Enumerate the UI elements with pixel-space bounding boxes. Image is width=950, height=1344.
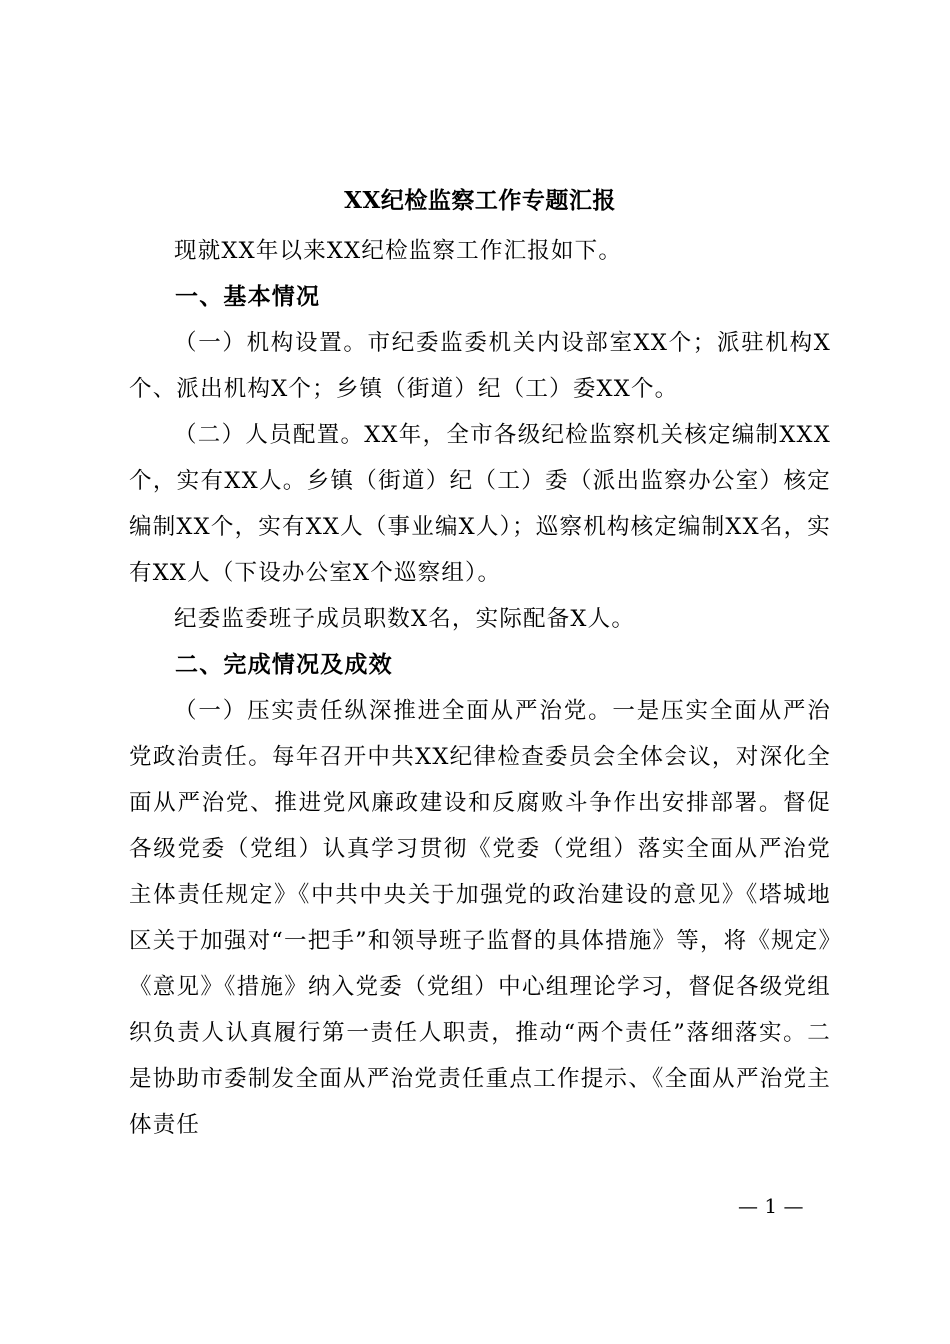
- document-title: XX纪检监察工作专题汇报: [344, 187, 616, 214]
- paragraph-institution-setup: （一）机构设置。市纪委监委机关内设部室XX个；派驻机构X个、派出机构X个；乡镇（街道）纪（工）委XX个。: [129, 330, 831, 402]
- paragraph-responsibility: （一）压实责任纵深推进全面从严治党。一是压实全面从严治党政治责任。每年召开中共XX纪律检查委员会全体会议，对深化全面从严治党、推进党风廉政建设和反腐败斗争作出安排部署。督促各级党委（党组）认真学习贯彻《党委（党组）落实全面从严治党主体责任规定》《中共中央关于加强党的政治建设的意见》《塔城地区关于加强对“一把手”和领导班子监督的具体措施》等，将《规定》《意见》《措施》纳入党委（党组）中心组理论学习，督促各级党组织负责人认真履行第一责任人职责，推动“两个责任”落细落实。二是协助市委制发全面从严治党责任重点工作提示、《全面从严治党主体责任: [129, 698, 831, 1138]
- intro-paragraph: 现就XX年以来XX纪检监察工作汇报如下。: [174, 238, 623, 264]
- paragraph-staffing: （二）人员配置。XX年，全市各级纪检监察机关核定编制XXX个，实有XX人。乡镇（街道）纪（工）委（派出监察办公室）核定编制XX个，实有XX人（事业编X人）；巡察机构核定编制XX名，实有XX人（下设办公室X个巡察组）。: [129, 422, 831, 586]
- section-heading-basic-situation: 一、基本情况: [175, 284, 321, 310]
- page-number: — 1 —: [738, 1194, 804, 1218]
- paragraph-leadership-members: 纪委监委班子成员职数X名，实际配备X人。: [174, 606, 636, 632]
- section-heading-completion: 二、完成情况及成效: [175, 652, 393, 678]
- document-body: [129, 228, 831, 1148]
